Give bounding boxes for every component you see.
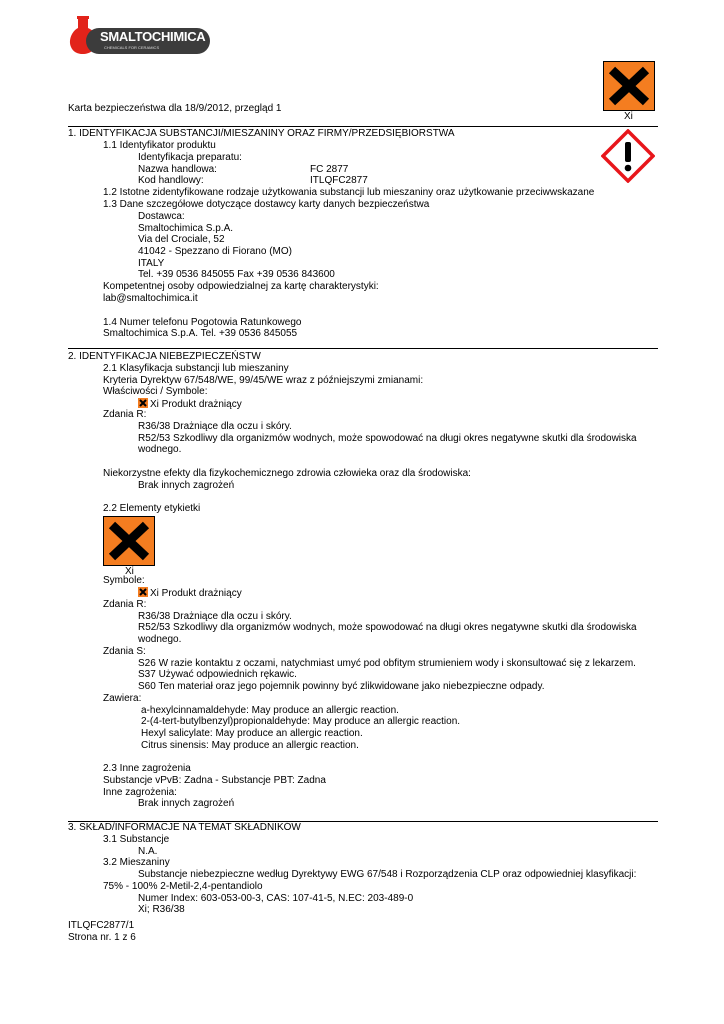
- logo-name: SMALTOCHIMICA: [100, 29, 206, 44]
- contains-item-4: Citrus sinensis: May produce an allergic reaction.: [141, 740, 359, 751]
- substances-na: N.A.: [138, 846, 158, 857]
- r52-53-phrase-2-line2: wodnego.: [138, 634, 182, 645]
- trade-name-label: Nazwa handlowa:: [138, 164, 217, 175]
- s1-4-title: 1.4 Numer telefonu Pogotowia Ratunkowego: [103, 317, 302, 328]
- vpvb-pbt-text: Substancje vPvB: Zadna - Substancje PBT: Zadna: [103, 775, 326, 786]
- s2-3-title: 2.3 Inne zagrożenia: [103, 763, 191, 774]
- xi-label-element-icon: [103, 516, 155, 566]
- xi-label-classification-text: Xi Produkt drażniący: [150, 588, 242, 599]
- symbols-label: Symbole:: [103, 575, 145, 586]
- prep-label: Identyfikacja preparatu:: [138, 152, 242, 163]
- s1-1-title: 1.1 Identyfikator produktu: [103, 140, 216, 151]
- ghs-exclamation-icon: [601, 129, 655, 183]
- contains-item-1: a-hexylcinnamaldehyde: May produce an allergic reaction.: [141, 705, 399, 716]
- section-divider: [68, 126, 658, 127]
- r52-53-phrase-line1: R52/53 Szkodliwy dla organizmów wodnych, może spowodować na długi okres negatywne skutki dla środowiska: [138, 433, 637, 444]
- supplier-label: Dostawca:: [138, 211, 185, 222]
- s37-phrase: S37 Używać odpowiednich rękawic.: [138, 669, 297, 680]
- xi-harmful-icon: [603, 61, 655, 111]
- r52-53-phrase-line2: wodnego.: [138, 444, 182, 455]
- xi-label-classification: [138, 587, 242, 600]
- xi-small-icon: [138, 587, 148, 597]
- supplier-city: 41042 - Spezzano di Fiorano (MO): [138, 246, 292, 257]
- properties-label: Właściwości / Symbole:: [103, 386, 208, 397]
- supplier-street: Via del Crociale, 52: [138, 234, 225, 245]
- component-name: 75% - 100% 2-Metil-2,4-pentandiolo: [103, 881, 263, 892]
- s26-phrase: S26 W razie kontaktu z oczami, natychmiast umyć pod obfitym strumieniem wody i skonsultować się z lekarzem.: [138, 658, 636, 669]
- r52-53-phrase-2-line1: R52/53 Szkodliwy dla organizmów wodnych, może spowodować na długi okres negatywne skutki dla środowiska: [138, 622, 637, 633]
- no-other-hazards: Brak innych zagrożeń: [138, 480, 235, 491]
- document-title: Karta bezpieczeństwa dla 18/9/2012, przegląd 1: [68, 103, 282, 114]
- s3-1-title: 3.1 Substancje: [103, 834, 170, 845]
- s60-phrase: S60 Ten materiał oraz jego pojemnik powinny być zlikwidowane jako niebezpieczne odpady.: [138, 681, 545, 692]
- contains-item-2: 2-(4-tert-butylbenzyl)propionaldehyde: May produce an allergic reaction.: [141, 716, 461, 727]
- supplier-company: Smaltochimica S.p.A.: [138, 223, 234, 234]
- contains-label: Zawiera:: [103, 693, 142, 704]
- s3-2-title: 3.2 Mieszaniny: [103, 857, 170, 868]
- section1-heading: 1. IDENTYFIKACJA SUBSTANCJI/MIESZANINY ORAZ FIRMY/PRZEDSIĘBIORSTWA: [68, 128, 455, 139]
- s-phrases-label: Zdania S:: [103, 646, 146, 657]
- s2-1-title: 2.1 Klasyfikacja substancji lub mieszaniny: [103, 363, 289, 374]
- company-logo: [68, 16, 210, 56]
- xi-label: Xi: [624, 111, 633, 122]
- supplier-phone: Tel. +39 0536 845055 Fax +39 0536 843600: [138, 269, 335, 280]
- mixtures-text: Substancje niebezpieczne według Dyrektywy EWG 67/548 i Rozporządzenia CLP oraz odpowiedniej klasyfikacji:: [138, 869, 637, 880]
- xi-classification-text: Xi Produkt drażniący: [150, 399, 242, 410]
- contact-email: lab@smaltochimica.it: [103, 293, 198, 304]
- r36-38-phrase-2: R36/38 Drażniące dla oczu i skóry.: [138, 611, 292, 622]
- no-other-hazards-2: Brak innych zagrożeń: [138, 798, 235, 809]
- r36-38-phrase: R36/38 Drażniące dla oczu i skóry.: [138, 421, 292, 432]
- s2-2-title: 2.2 Elementy etykietki: [103, 503, 201, 514]
- adverse-effects-label: Niekorzystne efekty dla fizykochemicznego zdrowia człowieka oraz dla środowiska:: [103, 468, 471, 479]
- trade-code-value: ITLQFC2877: [310, 175, 368, 186]
- supplier-country: ITALY: [138, 258, 165, 269]
- trade-code-label: Kod handlowy:: [138, 175, 204, 186]
- xi-classification: [138, 398, 242, 411]
- emergency-phone: Smaltochimica S.p.A. Tel. +39 0536 845055: [103, 328, 298, 339]
- section2-heading: 2. IDENTYFIKACJA NIEBEZPIECZEŃSTW: [68, 351, 261, 362]
- criteria-text: Kryteria Dyrektyw 67/548/WE, 99/45/WE wraz z późniejszymi zmianami:: [103, 375, 424, 386]
- footer-page-number: Strona nr. 1 z 6: [68, 932, 136, 943]
- component-identifiers: Numer Index: 603-053-00-3, CAS: 107-41-5, N.EC: 203-489-0: [138, 893, 414, 904]
- xi-label-element-caption: Xi: [125, 566, 134, 577]
- component-classification: Xi; R36/38: [138, 904, 185, 915]
- section3-heading: 3. SKŁAD/INFORMACJE NA TEMAT SKŁADNIKÓW: [68, 822, 301, 833]
- section-divider: [68, 348, 658, 349]
- other-hazards-label: Inne zagrożenia:: [103, 787, 177, 798]
- trade-name-value: FC 2877: [310, 164, 349, 175]
- r-phrases-label: Zdania R:: [103, 409, 147, 420]
- logo-tagline: CHEMICALS FOR CERAMICS: [104, 45, 160, 50]
- competent-person-label: Kompetentnej osoby odpowiedzialnej za kartę charakterystyki:: [103, 281, 379, 292]
- r-phrases-label-2: Zdania R:: [103, 599, 147, 610]
- xi-small-icon: [138, 398, 148, 408]
- s1-3-title: 1.3 Dane szczegółowe dotyczące dostawcy karty danych bezpieczeństwa: [103, 199, 430, 210]
- s1-2-title: 1.2 Istotne zidentyfikowane rodzaje użytkowania substancji lub mieszaniny oraz użytkowanie przeciwwskazane: [103, 187, 595, 198]
- footer-doc-code: ITLQFC2877/1: [68, 920, 135, 931]
- contains-item-3: Hexyl salicylate: May produce an allergic reaction.: [141, 728, 363, 739]
